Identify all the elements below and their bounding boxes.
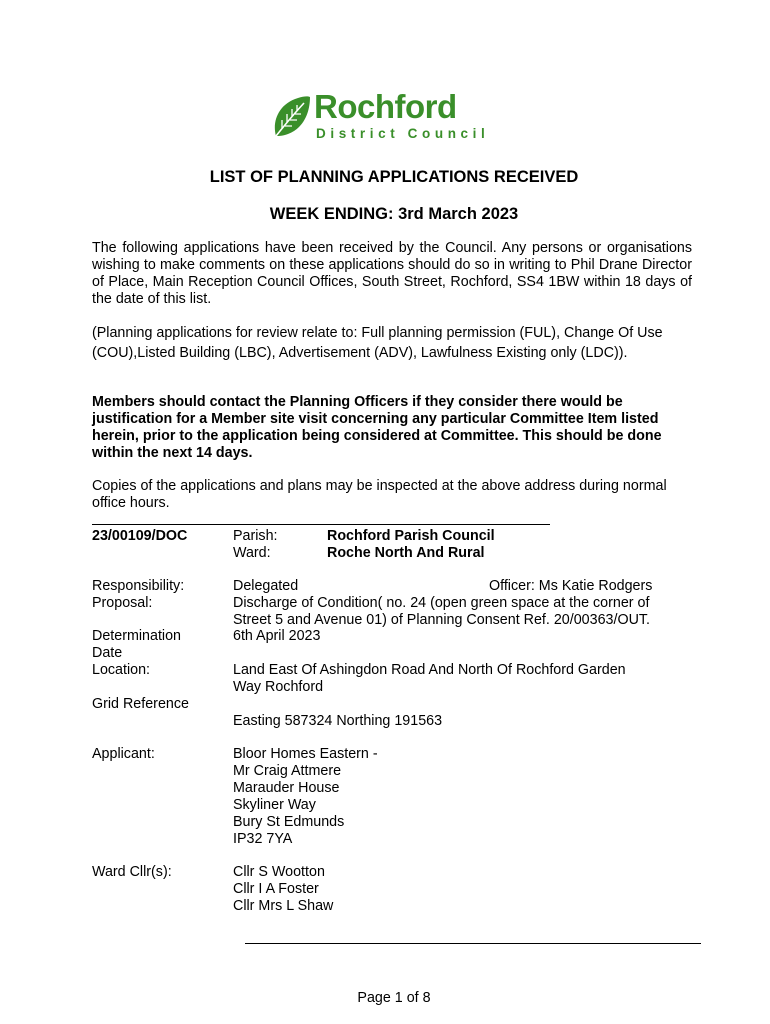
leaf-icon xyxy=(270,94,312,140)
members-note: Members should contact the Planning Officers if they consider there would be justification for a Member site visit concerning any particular Committee Item listed herein, prior to the application being considered at Committee. This should be done within the next 14 days. xyxy=(92,394,662,461)
ward-cllr: Cllr I A Foster xyxy=(233,881,319,897)
applicant-line: Marauder House xyxy=(233,780,340,796)
determination-label: Date xyxy=(92,645,123,661)
intro-paragraph: The following applications have been received by the Council. Any persons or organisations wishing to make comments on these applications should do so in writing to Phil Drane Director of Place, Main Reception Council Offices, South Street, Rochford, SS4 1BW within 18 days of the date of this list. xyxy=(92,240,692,307)
applicant-line: IP32 7YA xyxy=(233,831,293,847)
parish-label: Parish: xyxy=(233,528,278,544)
responsibility-label: Responsibility: xyxy=(92,578,185,594)
application-reference: 23/00109/DOC xyxy=(92,528,188,544)
ward-label: Ward: xyxy=(233,545,271,561)
application-types-note: (Planning applications for review relate to: Full planning permission (FUL), Change Of Use (COU),Listed Building (LBC), Advertisement (ADV), Lawfulness Existing only (LDC)). xyxy=(92,325,663,361)
grid-reference-value: Easting 587324 Northing 191563 xyxy=(233,713,443,729)
grid-reference-label: Grid Reference xyxy=(92,696,189,712)
location-line: Land East Of Ashingdon Road And North Of Rochford Garden xyxy=(233,662,626,678)
proposal-label: Proposal: xyxy=(92,595,153,611)
applicant-line: Bloor Homes Eastern - xyxy=(233,746,378,762)
ward-cllr: Cllr Mrs L Shaw xyxy=(233,898,334,914)
applicant-line: Skyliner Way xyxy=(233,797,316,813)
applicant-line: Bury St Edmunds xyxy=(233,814,345,830)
page-number: Page 1 of 8 xyxy=(357,990,431,1006)
ward-cllr: Cllr S Wootton xyxy=(233,864,325,880)
ward-cllrs-label: Ward Cllr(s): xyxy=(92,864,172,880)
applicant-label: Applicant: xyxy=(92,746,155,762)
responsibility-value: Delegated xyxy=(233,578,299,594)
officer-value: Officer: Ms Katie Rodgers xyxy=(489,578,653,594)
council-logo xyxy=(270,88,490,142)
determination-date: 6th April 2023 xyxy=(233,628,321,644)
divider xyxy=(92,524,550,525)
proposal-line: Discharge of Condition( no. 24 (open green space at the corner of xyxy=(233,595,650,611)
parish-value: Rochford Parish Council xyxy=(327,528,495,544)
divider xyxy=(245,943,701,944)
logo-subtitle: District Council xyxy=(316,126,490,141)
location-line: Way Rochford xyxy=(233,679,324,695)
ward-value: Roche North And Rural xyxy=(327,545,485,561)
applicant-line: Mr Craig Attmere xyxy=(233,763,342,779)
week-ending: WEEK ENDING: 3rd March 2023 xyxy=(269,205,519,223)
proposal-line: Street 5 and Avenue 01) of Planning Consent Ref. 20/00363/OUT. xyxy=(233,612,651,628)
determination-label: Determination xyxy=(92,628,181,644)
page-title: LIST OF PLANNING APPLICATIONS RECEIVED xyxy=(209,168,579,186)
copies-note: Copies of the applications and plans may be inspected at the above address during normal office hours. xyxy=(92,478,667,511)
logo-name: Rochford xyxy=(314,88,457,125)
location-label: Location: xyxy=(92,662,151,678)
